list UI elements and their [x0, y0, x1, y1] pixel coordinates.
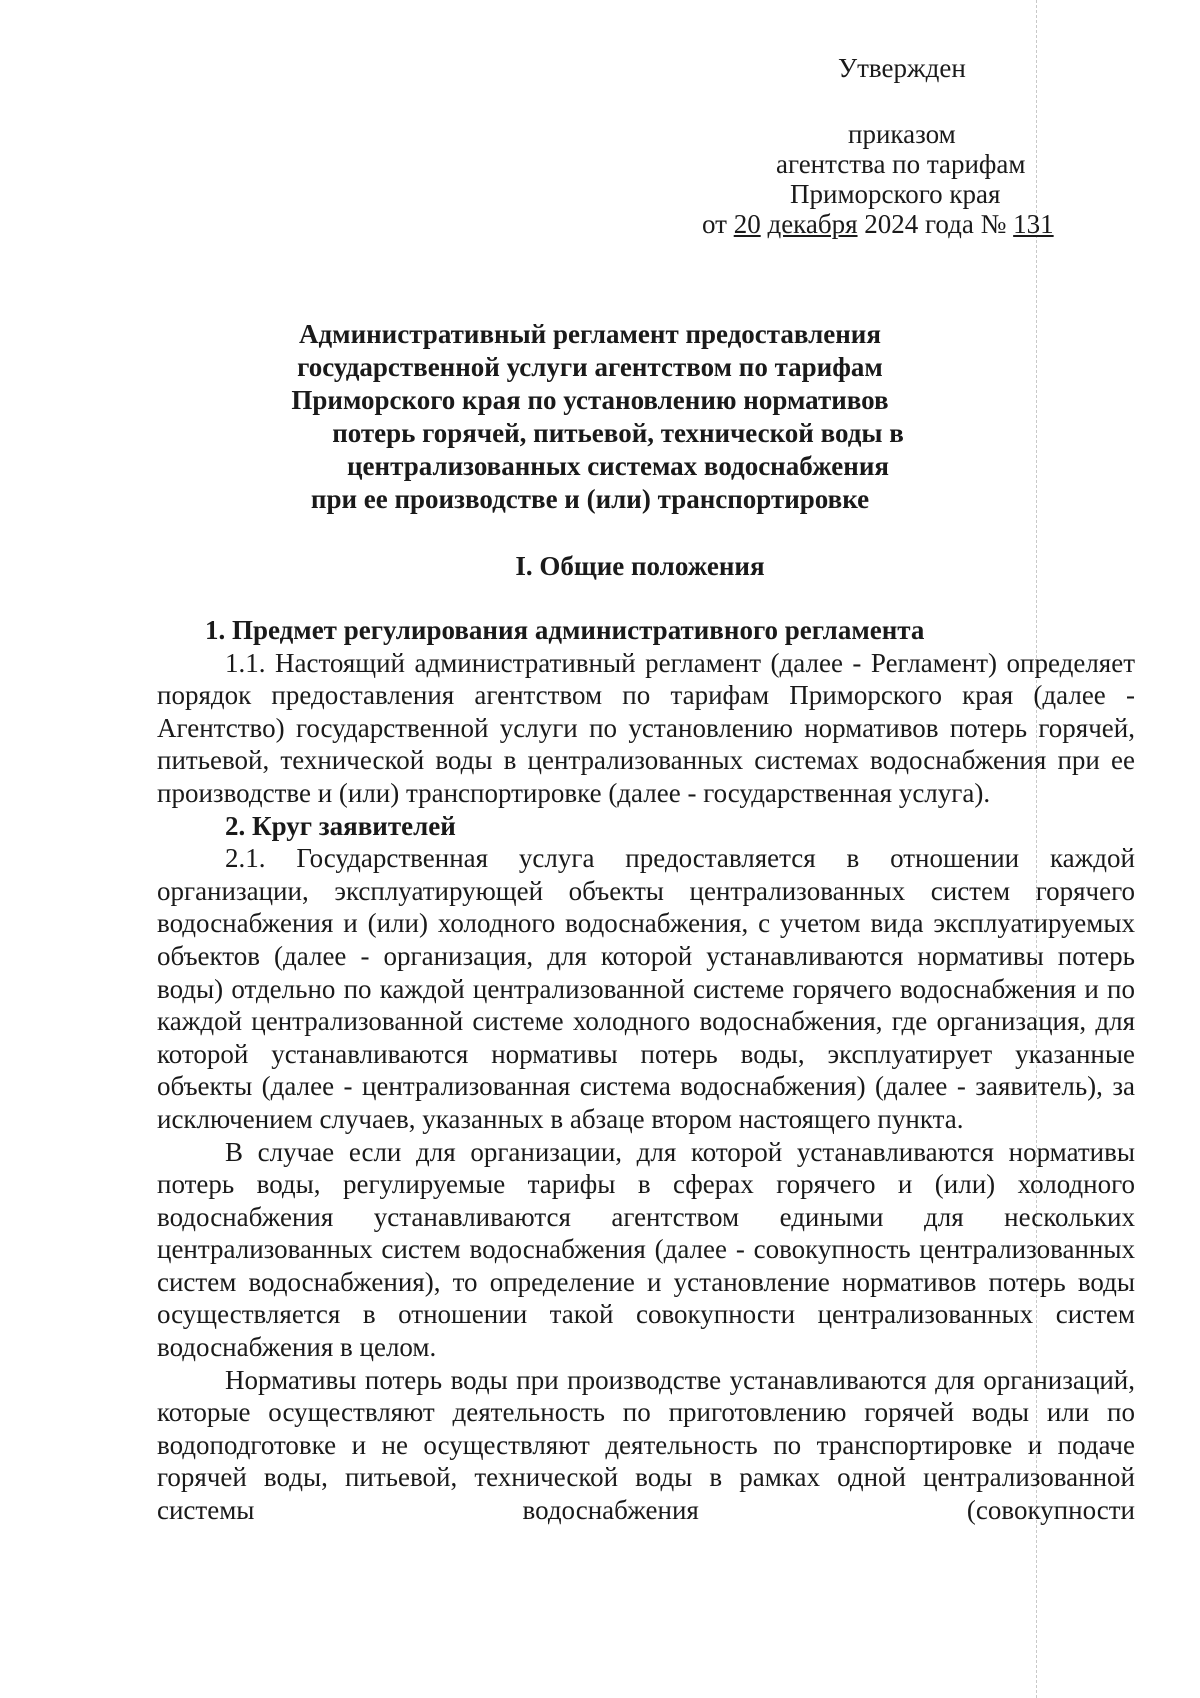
- paragraph-2-2: В случае если для организации, для которой устанавливаются нормативы потерь воды, регулируемые тарифы в сферах горячего и (или) холодного водоснабжения устанавливаются агентством едиными для нескольких централизованных систем водоснабжения (далее - совокупность централизованных систем водоснабжения), то определение и установление нормативов потерь воды осуществляется в отношении такой совокупности централизованных систем водоснабжения в целом.: [157, 1136, 1135, 1363]
- paragraph-1-1: 1.1. Настоящий административный регламент (далее - Регламент) определяет порядок предоставления агентством по тарифам Приморского края (далее - Агентство) государственной услуги по установлению нормативов потерь горячей, питьевой, технической воды в централизованных системах водоснабжения при ее производстве и (или) транспортировке (далее - государственная услуга).: [157, 647, 1135, 808]
- approval-month: декабря: [767, 209, 858, 239]
- title-line: централизованных системах водоснабжения: [347, 451, 889, 481]
- document-body: [157, 614, 1135, 1527]
- approval-approved: Утвержден: [838, 53, 966, 83]
- heading-applicants: 2. Круг заявителей: [225, 810, 456, 841]
- approval-number: 131: [1013, 209, 1054, 239]
- section-title: I. Общие положения: [515, 551, 765, 581]
- approval-agency: агентства по тарифам: [776, 149, 1026, 179]
- paragraph-2-1: 2.1. Государственная услуга предоставляется в отношении каждой организации, эксплуатирующей объекты централизованных систем горячего водоснабжения и (или) холодного водоснабжения, с учетом вида эксплуатируемых объектов (далее - организация, для которой устанавливаются нормативы потерь воды) отдельно по каждой централизованной системе горячего водоснабжения и по каждой централизованной системе холодного водоснабжения, где организация, для которой устанавливаются нормативы потерь воды, эксплуатирует указанные объекты (далее - централизованная система водоснабжения) (далее - заявитель), за исключением случаев, указанных в абзаце втором настоящего пункта.: [157, 843, 1135, 1134]
- title-line: при ее производстве и (или) транспортировке: [310, 484, 870, 514]
- approval-date-prefix: от: [702, 209, 734, 239]
- approval-day: 20: [733, 209, 761, 239]
- paragraph-2-3: Нормативы потерь воды при производстве устанавливаются для организаций, которые осуществляют деятельность по приготовлению горячей воды или по водоподготовке и не осуществляют деятельность по транспортировке и подаче горячей воды, питьевой, технической воды в рамках одной централизованной системы водоснабжения (совокупности: [157, 1364, 1135, 1526]
- approval-region: Приморского края: [790, 179, 1001, 209]
- title-line: Приморского края по установлению нормативов: [291, 385, 889, 415]
- approval-date-line: [702, 208, 1054, 240]
- document-title: [0, 318, 1180, 516]
- title-line: государственной услуги агентством по тарифам: [297, 352, 883, 382]
- heading-subject: 1. Предмет регулирования административного регламента: [205, 615, 925, 645]
- approval-by-order: приказом: [848, 119, 956, 149]
- title-line: потерь горячей, питьевой, технической воды в: [332, 418, 904, 448]
- title-line: Административный регламент предоставления: [299, 319, 881, 349]
- approval-year: 2024 года №: [857, 209, 1014, 239]
